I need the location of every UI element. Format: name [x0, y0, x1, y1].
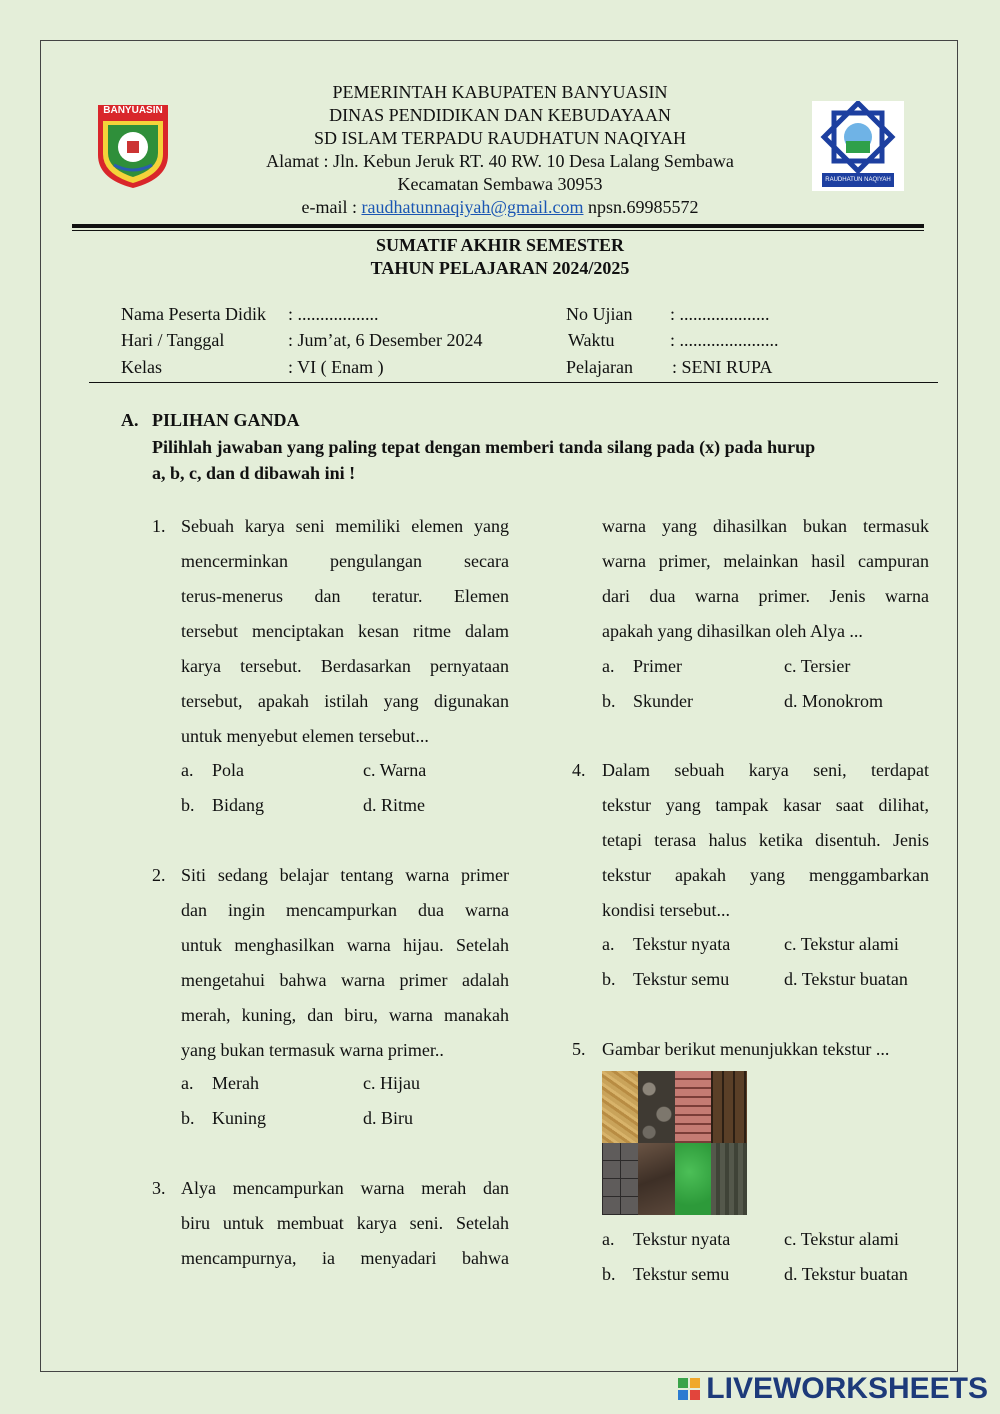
date-value: : Jum’at, 6 Desember 2024 [288, 330, 483, 350]
section-title: PILIHAN GANDA [152, 410, 300, 430]
question-3-option-b[interactable] [602, 684, 693, 719]
school-address: Alamat : Jln. Kebun Jeruk RT. 40 RW. 10 Desa Lalang Sembawa [266, 151, 734, 171]
question-4-line: Dalam sebuah karya seni, terdapat [602, 760, 929, 780]
question-1-line: Sebuah karya seni memiliki elemen yang [181, 516, 509, 536]
watermark-text: LIVEWORKSHEETS [706, 1372, 988, 1405]
question-4-number: 4. [572, 760, 586, 780]
option-text: Tekstur alami [800, 1229, 899, 1249]
question-3-line: warna yang dihasilkan bukan termasuk [602, 516, 929, 536]
name-value: : .................. [288, 304, 379, 324]
section-letter: A. [121, 410, 139, 430]
option-letter: b. [181, 1108, 195, 1128]
question-3-text-left [181, 1171, 509, 1276]
question-2-option-b[interactable] [181, 1101, 266, 1136]
question-3-line: warna primer, melainkan hasil campuran [602, 551, 929, 571]
option-text: Bidang [212, 795, 264, 815]
banyuasin-logo-text: BANYUASIN [103, 105, 163, 116]
option-text: Tekstur nyata [633, 1229, 731, 1249]
question-1-line: terus-menerus dan teratur. Elemen [181, 586, 509, 606]
option-letter: a. [602, 934, 615, 954]
question-5-option-c[interactable] [784, 1222, 899, 1257]
option-letter: a. [602, 1229, 615, 1249]
question-2-line: merah, kuning, dan biru, warna manakah [181, 1005, 509, 1025]
time-label: Waktu [568, 330, 615, 350]
contact-line [0, 196, 1000, 219]
question-1-option-a[interactable] [181, 753, 245, 788]
question-4-line: tekstur yang tampak kasar saat dilihat, [602, 795, 929, 815]
question-5-option-a[interactable] [602, 1222, 731, 1257]
option-text: Tersier [800, 656, 851, 676]
wood-plank-texture [711, 1071, 747, 1143]
question-3-line: Alya mencampurkan warna merah dan [181, 1178, 509, 1198]
option-letter: a. [602, 656, 615, 676]
option-text: Ritme [381, 795, 425, 815]
option-letter: c. [363, 1073, 376, 1093]
option-letter: c. [363, 760, 376, 780]
question-3-option-a[interactable] [602, 649, 682, 684]
question-2-text [181, 858, 509, 1068]
cobblestone-texture [638, 1071, 674, 1143]
option-text: Merah [212, 1073, 259, 1093]
subject-value: : SENI RUPA [672, 357, 773, 377]
option-text: Monokrom [802, 691, 883, 711]
option-text: Tekstur nyata [633, 934, 731, 954]
option-letter: b. [602, 691, 616, 711]
question-1-line: tersebut menciptakan kesan ritme dalam [181, 621, 509, 641]
question-3-line: mencampurnya, ia menyadari bahwa [181, 1248, 509, 1268]
question-2-line: dan ingin mencampurkan dua warna [181, 900, 509, 920]
option-letter: d. [784, 1264, 798, 1284]
stone-tile-texture [602, 1143, 638, 1215]
option-letter: b. [602, 969, 616, 989]
option-text: Pola [212, 760, 245, 780]
question-4-option-c[interactable] [784, 927, 899, 962]
option-letter: a. [181, 1073, 194, 1093]
question-4-line: tetapi terasa halus ketika disentuh. Jenis [602, 830, 929, 850]
question-2-option-c[interactable] [363, 1066, 420, 1101]
option-letter: b. [181, 795, 195, 815]
option-text: Biru [381, 1108, 414, 1128]
school-district: Kecamatan Sembawa 30953 [397, 174, 603, 194]
school-logo-text: RAUDHATUN NAQIYAH [825, 177, 891, 183]
department-name: DINAS PENDIDIKAN DAN KEBUDAYAAN [329, 105, 671, 125]
question-2-line: mengetahui bahwa warna primer adalah [181, 970, 509, 990]
sand-texture [602, 1071, 638, 1143]
question-1-line: karya tersebut. Berdasarkan pernyataan [181, 656, 509, 676]
option-text: Kuning [212, 1108, 266, 1128]
question-1-number: 1. [152, 516, 166, 536]
question-4-text [602, 753, 929, 928]
option-text: Primer [633, 656, 682, 676]
option-letter: a. [181, 760, 194, 780]
question-5-option-d[interactable] [784, 1257, 908, 1292]
email-label: e-mail : [301, 197, 362, 217]
option-letter: c. [784, 656, 797, 676]
name-label: Nama Peserta Didik [121, 304, 266, 324]
section-instruction-1: Pilihlah jawaban yang paling tepat dengan memberi tanda silang pada (x) pada hurup [152, 437, 816, 457]
question-3-text-right [602, 509, 929, 649]
option-text: Skunder [633, 691, 693, 711]
option-text: Tekstur buatan [801, 1264, 908, 1284]
brick-texture [675, 1071, 711, 1143]
question-4-option-b[interactable] [602, 962, 730, 997]
school-name: SD ISLAM TERPADU RAUDHATUN NAQIYAH [313, 128, 687, 148]
option-text: Tekstur semu [633, 1264, 730, 1284]
question-1-line: mencerminkan pengulangan secara [181, 551, 509, 571]
question-3-line: biru untuk membuat karya seni. Setelah [181, 1213, 509, 1233]
option-text: Hijau [380, 1073, 420, 1093]
question-1-option-b[interactable] [181, 788, 264, 823]
class-value: : VI ( Enam ) [288, 357, 384, 377]
date-label: Hari / Tanggal [121, 330, 225, 350]
texture-image [602, 1071, 747, 1215]
question-3-line: apakah yang dihasilkan oleh Alya ... [602, 621, 863, 641]
exam-number-value: : .................... [670, 304, 770, 324]
question-1-option-d[interactable] [363, 788, 425, 823]
question-4-option-d[interactable] [784, 962, 908, 997]
question-1-option-c[interactable] [363, 753, 426, 788]
header-divider-thin [72, 230, 924, 231]
question-4-option-a[interactable] [602, 927, 731, 962]
option-letter: c. [784, 1229, 797, 1249]
question-2-option-a[interactable] [181, 1066, 259, 1101]
option-letter: d. [784, 691, 798, 711]
option-letter: d. [363, 795, 377, 815]
question-5-line: Gambar berikut menunjukkan tekstur ... [602, 1039, 890, 1059]
exam-title: SUMATIF AKHIR SEMESTER [375, 235, 625, 255]
email-link[interactable]: raudhatunnaqiyah@gmail.com [361, 197, 584, 217]
question-3-option-d[interactable] [784, 684, 883, 719]
identity-divider [89, 382, 938, 383]
option-letter: b. [602, 1264, 616, 1284]
option-letter: c. [784, 934, 797, 954]
header-divider [72, 224, 924, 228]
exam-number-label: No Ujian [566, 304, 633, 324]
section-instruction-2: a, b, c, dan d dibawah ini ! [152, 463, 356, 483]
question-4-line: tekstur apakah yang menggambarkan [602, 865, 929, 885]
option-text: Warna [379, 760, 427, 780]
option-text: Tekstur buatan [801, 969, 908, 989]
option-letter: d. [363, 1108, 377, 1128]
question-5-text [602, 1032, 929, 1067]
question-2-line: untuk menghasilkan warna hijau. Setelah [181, 935, 509, 955]
liveworksheets-watermark[interactable] [678, 1372, 988, 1406]
question-1-line: tersebut, apakah istilah yang digunakan [181, 691, 509, 711]
government-name: PEMERINTAH KABUPATEN BANYUASIN [332, 82, 668, 102]
npsn: npsn.69985572 [583, 197, 699, 217]
question-3-number: 3. [152, 1178, 166, 1198]
question-4-line: kondisi tersebut... [602, 900, 730, 920]
question-2-number: 2. [152, 865, 166, 885]
question-2-line: yang bukan termasuk warna primer.. [181, 1040, 444, 1060]
question-1-text [181, 509, 509, 754]
question-2-option-d[interactable] [363, 1101, 413, 1136]
question-3-line: dari dua warna primer. Jenis warna [602, 586, 929, 606]
question-1-line: untuk menyebut elemen tersebut... [181, 726, 429, 746]
question-2-line: Siti sedang belajar tentang warna primer [181, 865, 509, 885]
time-value: : ...................... [670, 330, 779, 350]
class-label: Kelas [121, 357, 162, 377]
option-letter: d. [784, 969, 798, 989]
liveworksheets-logo-icon [678, 1378, 700, 1400]
rock-texture [638, 1143, 674, 1215]
slate-texture [711, 1143, 747, 1215]
question-3-option-c[interactable] [784, 649, 850, 684]
option-text: Tekstur semu [633, 969, 730, 989]
grass-texture [675, 1143, 711, 1215]
subject-label: Pelajaran [566, 357, 633, 377]
option-text: Tekstur alami [800, 934, 899, 954]
question-5-number: 5. [572, 1039, 586, 1059]
question-5-option-b[interactable] [602, 1257, 730, 1292]
exam-year: TAHUN PELAJARAN 2024/2025 [370, 258, 630, 278]
